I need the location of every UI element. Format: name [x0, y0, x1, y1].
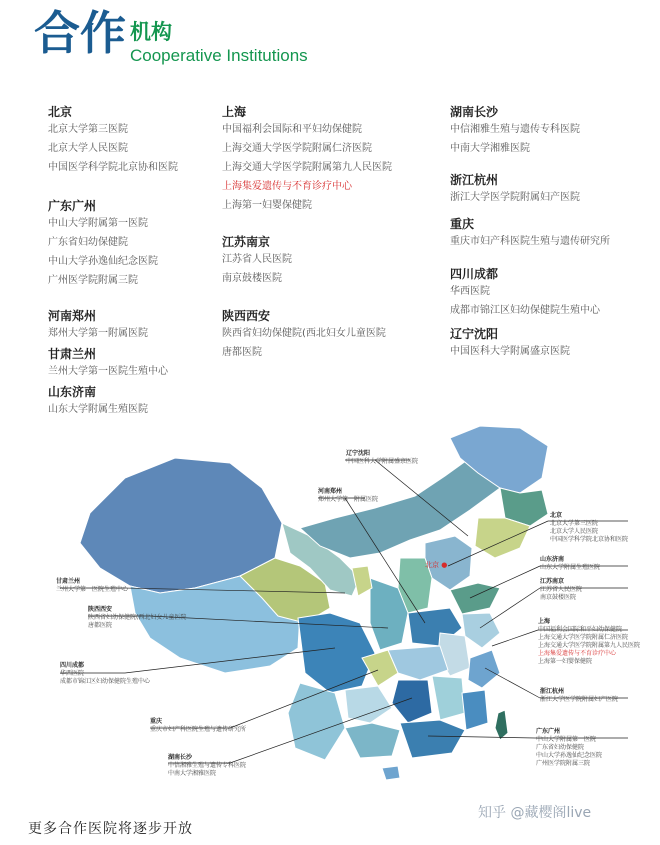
hospital-item: 北京大学第三医院: [48, 124, 128, 135]
province-zhejiang: [468, 650, 500, 688]
beijing-marker-label: 北京: [425, 561, 439, 569]
map-callout-title: 陕西西安: [88, 606, 113, 613]
page-title: 合作: [34, 6, 126, 60]
map-callout: [56, 578, 128, 594]
map-callout-hospital: 华西医院: [60, 670, 85, 677]
hospital-item: 中南大学湘雅医院: [450, 143, 530, 154]
hospital-list: [222, 250, 292, 288]
map-callout-hospital: 中山大学附属第一医院: [536, 736, 597, 743]
map-callout-hospital: 兰州大学第一医院生殖中心: [56, 586, 129, 593]
map-callout-hospital: 中国医科大学附属盛京医院: [346, 458, 419, 465]
hospital-list: [48, 362, 168, 381]
map-callout-hospital: 成都市锦江区妇幼保健院生殖中心: [60, 678, 151, 685]
map-callout: [346, 450, 418, 466]
hospital-list: [222, 324, 386, 362]
hospital-list: [450, 188, 580, 207]
hospital-item: 上海第一妇婴保健院: [222, 200, 312, 211]
map-callout-hospital: 唐都医院: [88, 622, 113, 629]
region-name: 北京: [48, 105, 73, 119]
region-block: [438, 104, 580, 158]
province-fujian: [462, 690, 488, 730]
hospital-item: 唐都医院: [222, 347, 262, 358]
map-callout-hospital: 上海第一妇婴保健院: [538, 658, 593, 665]
hospital-item: 中国医科大学附属盛京医院: [450, 346, 570, 357]
hospital-list: [48, 214, 158, 290]
hospital-list: [48, 400, 148, 419]
region-block: [36, 308, 148, 343]
province-hainan: [382, 766, 400, 780]
map-callout-hospital: 中山大学孙逸仙纪念医院: [536, 752, 603, 759]
region-name: 浙江杭州: [450, 173, 499, 187]
province-yunnan: [288, 683, 345, 760]
map-callout-title: 北京: [550, 512, 563, 519]
map-callout-title: 浙江杭州: [540, 688, 565, 695]
hospital-item: 南京鼓楼医院: [222, 273, 282, 284]
footer-note: 更多合作医院将逐步开放: [28, 821, 193, 837]
region-block: [210, 234, 292, 288]
hospital-item: 江苏省人民医院: [222, 254, 292, 265]
hospital-item: 上海集爱遗传与不育诊疗中心: [222, 181, 352, 192]
map-callout-title: 山东济南: [540, 556, 565, 563]
hospital-list: [450, 120, 580, 158]
hospital-item: 重庆市妇产科医院生殖与遗传研究所: [450, 236, 610, 247]
map-callout-hospital: 中南大学湘雅医院: [168, 770, 217, 777]
hospital-list: [450, 232, 610, 251]
region-name: 四川成都: [450, 267, 499, 281]
hospital-item: 华西医院: [450, 286, 490, 297]
region-name: 湖南长沙: [450, 105, 499, 119]
map-callout-hospital: 广州医学院附属三院: [536, 760, 591, 767]
province-taiwan: [495, 710, 508, 740]
hospital-item: 上海交通大学医学院附属第九人民医院: [222, 162, 392, 173]
map-callout-title: 甘肃兰州: [56, 578, 81, 585]
region-block: [210, 308, 386, 362]
hospital-item: 北京大学人民医院: [48, 143, 128, 154]
province-sichuan: [298, 613, 375, 693]
region-block: [438, 172, 580, 207]
region-name: 上海: [222, 105, 247, 119]
region-name: 甘肃兰州: [48, 347, 97, 361]
map-callout-title: 江苏南京: [540, 578, 565, 585]
map-callout: [540, 578, 582, 602]
page-title-english: Cooperative Institutions: [130, 46, 308, 65]
map-callout-hospital: 广东省妇幼保健院: [536, 744, 585, 751]
map-callout-title: 四川成都: [60, 662, 85, 669]
hospital-item: 广州医学院附属三院: [48, 275, 138, 286]
map-callout-hospital: 浙江大学医学院附属妇产医院: [540, 696, 619, 703]
map-callout-title: 湖南长沙: [168, 754, 193, 761]
province-guangdong: [400, 720, 465, 758]
map-callout: [60, 662, 150, 686]
region-name: 辽宁沈阳: [450, 327, 499, 341]
region-block: [438, 266, 600, 320]
province-ningxia: [352, 566, 372, 596]
hospital-item: 中山大学孙逸仙纪念医院: [48, 256, 158, 267]
region-name: 广东广州: [48, 199, 97, 213]
map-callout-title: 上海: [538, 618, 551, 625]
map-callout: [538, 618, 640, 666]
map-callout: [536, 728, 602, 768]
hospital-item: 广东省妇幼保健院: [48, 237, 128, 248]
map-callout-title: 河南郑州: [318, 488, 343, 495]
hospital-list: [222, 120, 392, 215]
hospital-list: [48, 120, 178, 177]
map-callout-title: 广东广州: [536, 728, 561, 735]
map-callout-hospital: 上海交通大学医学院附属仁济医院: [538, 634, 629, 641]
hospital-item: 成都市锦江区妇幼保健院生殖中心: [450, 305, 600, 316]
hospital-item: 中国医学科学院北京协和医院: [48, 162, 178, 173]
region-block: [36, 346, 168, 381]
map-callout-hospital: 南京鼓楼医院: [540, 594, 577, 601]
map-callout-hospital: 中国医学科学院北京协和医院: [550, 536, 629, 543]
hospital-item: 中山大学附属第一医院: [48, 218, 148, 229]
map-callout-hospital: 上海集爱遗传与不育诊疗中心: [538, 650, 617, 657]
map-callout-hospital: 江苏省人民医院: [540, 586, 583, 593]
map-callout: [540, 688, 618, 704]
map-callout: [550, 512, 628, 544]
beijing-marker: 北京 ●: [425, 561, 448, 569]
province-hubei: [388, 646, 448, 680]
region-block: [438, 326, 570, 361]
region-name: 江苏南京: [222, 235, 271, 249]
province-guizhou: [345, 686, 392, 723]
hospital-item: 中国福利会国际和平妇幼保健院: [222, 124, 362, 135]
china-map: [0, 418, 660, 798]
region-block: [36, 104, 178, 177]
hospital-item: 陕西省妇幼保健院(西北妇女儿童医院: [222, 328, 386, 339]
page-title-suffix: 机构: [130, 20, 172, 44]
map-callout: [168, 754, 246, 778]
map-callout-title: 辽宁沈阳: [346, 450, 371, 457]
hospital-item: 浙江大学医学院附属妇产医院: [450, 192, 580, 203]
hospital-list: [450, 282, 600, 320]
map-callout-hospital: 上海交通大学医学院附属第九人民医院: [538, 642, 641, 649]
hospital-item: 山东大学附属生殖医院: [48, 404, 148, 415]
hospital-item: 兰州大学第一医院生殖中心: [48, 366, 168, 377]
hospital-item: 郑州大学第一附属医院: [48, 328, 148, 339]
map-callout-hospital: 陕西省妇幼保健院(西北妇女儿童医院: [88, 614, 187, 621]
region-block: [36, 384, 148, 419]
province-jiangxi: [432, 676, 465, 720]
watermark: 知乎 @藏樱阁live: [478, 805, 592, 821]
province-hunan: [392, 680, 432, 723]
map-callout: [540, 556, 600, 572]
hospital-item: 中信湘雅生殖与遗传专科医院: [450, 124, 580, 135]
map-callout: [150, 718, 246, 734]
map-callout-hospital: 郑州大学第一附属医院: [318, 496, 379, 503]
region-block: [210, 104, 392, 215]
map-callout-hospital: 重庆市妇产科医院生殖与遗传研究所: [150, 726, 247, 733]
region-block: [438, 216, 610, 251]
province-guangxi: [345, 723, 400, 758]
map-callout-hospital: 山东大学附属生殖医院: [540, 564, 601, 571]
region-name: 河南郑州: [48, 309, 97, 323]
map-callout: [88, 606, 186, 630]
region-name: 陕西西安: [222, 309, 271, 323]
map-callout-hospital: 中国福利会国际和平妇幼保健院: [538, 626, 623, 633]
map-callout-hospital: 中信湘雅生殖与遗传专科医院: [168, 762, 247, 769]
region-name: 重庆: [450, 217, 475, 231]
map-callout-title: 重庆: [150, 718, 163, 725]
map-callout-hospital: 北京大学第三医院: [550, 520, 599, 527]
map-callout-hospital: 北京大学人民医院: [550, 528, 599, 535]
region-block: [36, 198, 158, 290]
hospital-list: [450, 342, 570, 361]
map-callout: [318, 488, 378, 504]
region-name: 山东济南: [48, 385, 97, 399]
province-liaoning: [475, 518, 530, 558]
hospital-item: 上海交通大学医学院附属仁济医院: [222, 143, 372, 154]
hospital-list: [48, 324, 148, 343]
